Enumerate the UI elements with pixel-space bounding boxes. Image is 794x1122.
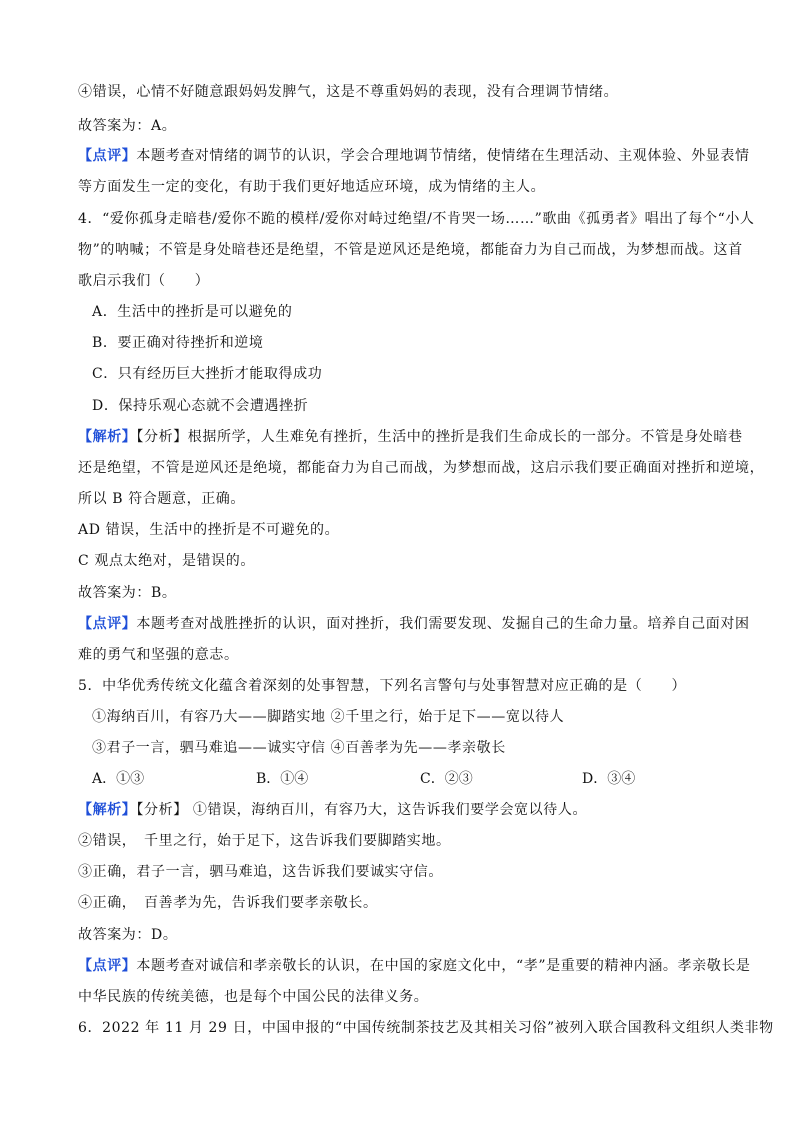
review-tag: 【点评】 xyxy=(78,148,137,164)
text-line: ②错误， 千里之行，始于足下，这告诉我们要脚踏实地。 xyxy=(78,833,451,849)
text-line: C 观点太绝对，是错误的。 xyxy=(78,553,255,569)
text-line: 故答案为：D。 xyxy=(78,927,178,943)
question-6: 6．2022 年 11 月 29 日，中国申报的“中国传统制茶技艺及其相关习俗”被列入联合国教科文组织人类非物 xyxy=(78,1020,774,1036)
option-d: D．保持乐观心态就不会遭遇挫折 xyxy=(92,398,309,414)
text-line: 物”的呐喊；不管是身处暗巷还是绝望，不管是逆风还是绝境，都能奋力为自己而战，为梦想而战。这首 xyxy=(78,242,743,258)
text-line: 等方面发生一定的变化，有助于我们更好地适应环境，成为情绪的主人。 xyxy=(78,179,546,195)
review-line: 【点评】本题考查对情绪的调节的认识，学会合理地调节情绪，使情绪在生理活动、主观体验、外显表情 xyxy=(78,148,750,164)
text-line: 中华民族的传统美德，也是每个中国公民的法律义务。 xyxy=(78,989,429,1005)
question-4: 4．“爱你孤身走暗巷/爱你不跪的模样/爱你对峙过绝望/不肯哭一场……”歌曲《孤勇者》唱出了每个“小人 xyxy=(78,211,755,227)
analysis-line: 【解析】【分析】 ①错误，海纳百川，有容乃大，这告诉我们要学会宽以待人。 xyxy=(78,802,588,818)
text-line: AD 错误，生活中的挫折是不可避免的。 xyxy=(78,522,340,538)
analysis-tag: 【解析】 xyxy=(78,429,137,445)
review-line: 【点评】本题考查对诚信和孝亲敬长的认识，在中国的家庭文化中，“孝”是重要的精神内涵。孝亲敬长是 xyxy=(78,958,751,974)
review-tag: 【点评】 xyxy=(78,958,137,974)
q5-option-a: A．①③ xyxy=(92,771,145,787)
text-line: 故答案为：A。 xyxy=(78,118,177,134)
review-tag: 【点评】 xyxy=(78,616,137,632)
text-line: 歌启示我们（ ） xyxy=(78,273,210,289)
text-line: ④正确， 百善孝为先，告诉我们要孝亲敬长。 xyxy=(78,895,378,911)
statement-row: ①海纳百川，有容乃大——脚踏实地 ②千里之行，始于足下——宽以待人 xyxy=(92,709,565,725)
analysis-line: 【解析】【分析】根据所学，人生难免有挫折，生活中的挫折是我们生命成长的一部分。不管是身处暗巷 xyxy=(78,429,743,445)
analysis-tag: 【解析】 xyxy=(78,802,137,818)
review-line: 【点评】本题考查对战胜挫折的认识，面对挫折，我们需要发现、发掘自己的生命力量。培养自己面对困 xyxy=(78,616,750,632)
q5-option-b: B．①④ xyxy=(256,771,309,787)
text-line: ④错误，心情不好随意跟妈妈发脾气，这是不尊重妈妈的表现，没有合理调节情绪。 xyxy=(78,84,619,100)
question-5: 5．中华优秀传统文化蕴含着深刻的处事智慧，下列名言警句与处事智慧对应正确的是（ ） xyxy=(78,678,687,694)
option-b: B．要正确对待挫折和逆境 xyxy=(92,335,264,351)
text-line: 还是绝望，不管是逆风还是绝境，都能奋力为自己而战，为梦想而战，这启示我们要正确面对挫折和逆境， xyxy=(78,460,765,476)
statement-row: ③君子一言，驷马难追——诚实守信 ④百善孝为先——孝亲敬长 xyxy=(92,740,506,756)
text-line: 所以 B 符合题意，正确。 xyxy=(78,491,245,507)
text-line: 难的勇气和坚强的意志。 xyxy=(78,647,239,663)
q5-option-d: D．③④ xyxy=(582,771,636,787)
option-c: C．只有经历巨大挫折才能取得成功 xyxy=(92,366,323,382)
text-line: ③正确，君子一言，驷马难追，这告诉我们要诚实守信。 xyxy=(78,864,443,880)
option-a: A．生活中的挫折是可以避免的 xyxy=(92,304,293,320)
q5-option-c: C．②③ xyxy=(420,771,473,787)
text-line: 故答案为：B。 xyxy=(78,585,177,601)
